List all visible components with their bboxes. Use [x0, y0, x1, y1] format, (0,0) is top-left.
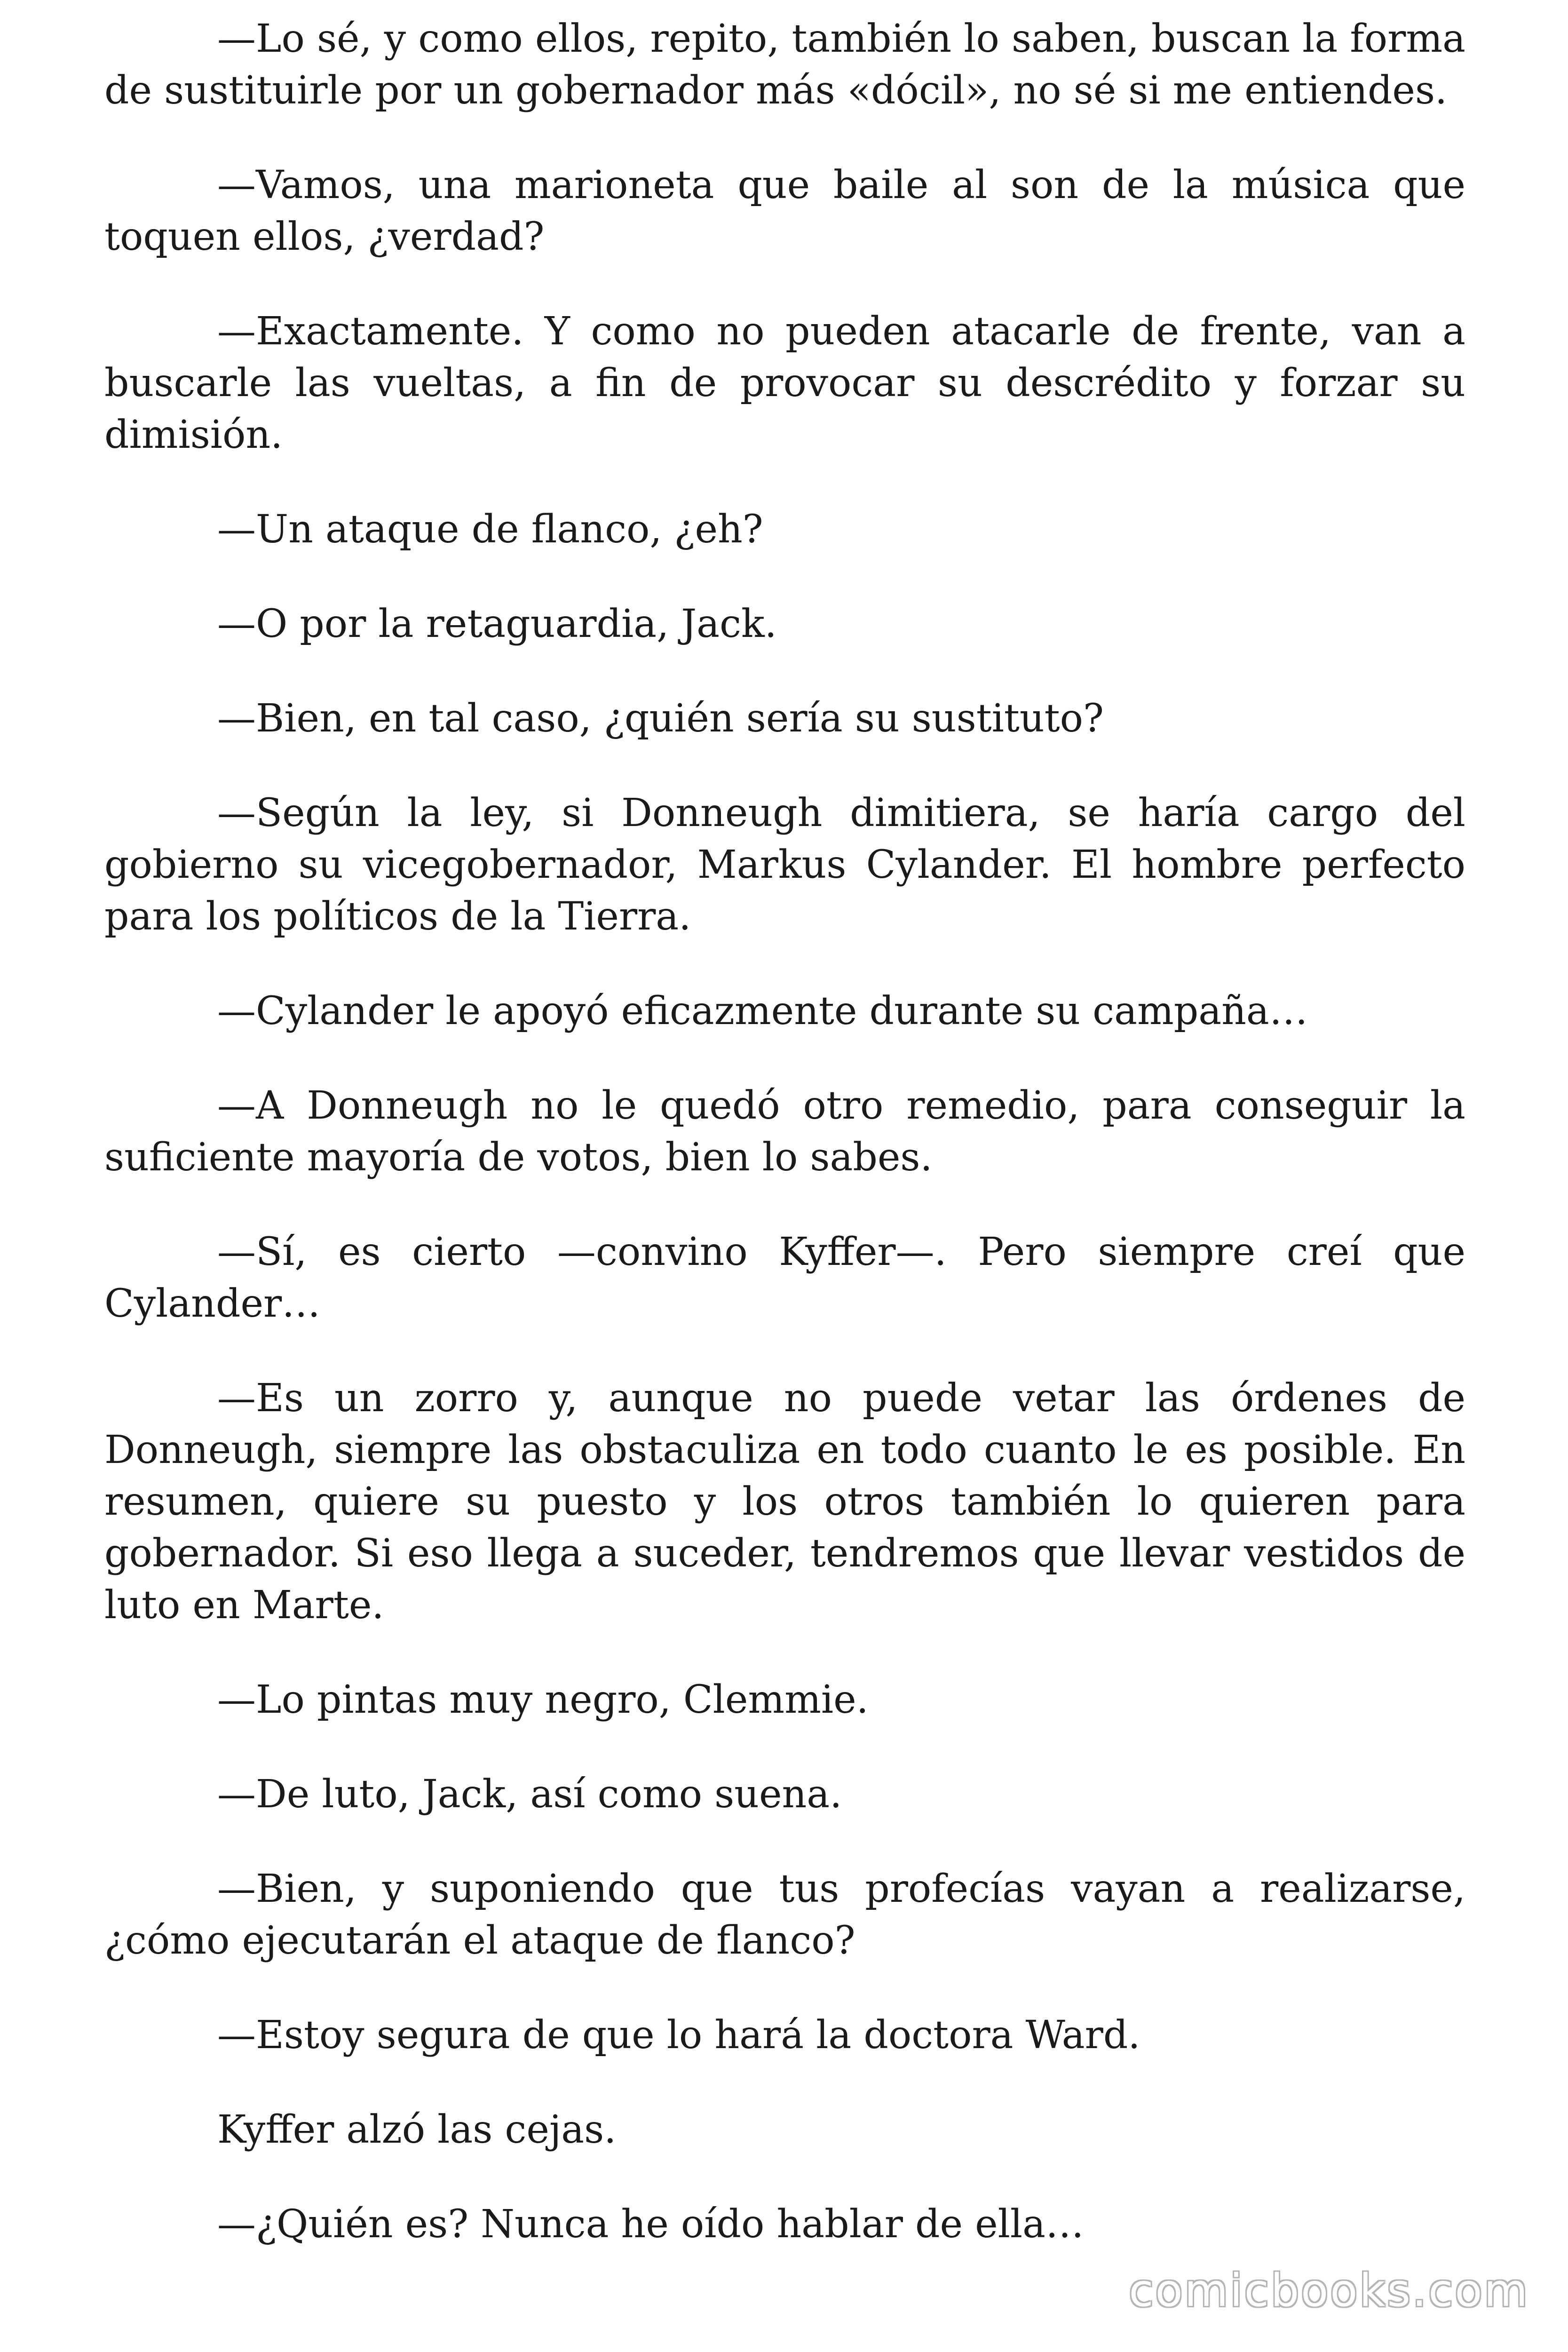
page-text [104, 13, 1465, 2250]
paragraph: —Un ataque de flanco, ¿eh? [217, 507, 763, 552]
watermark: comicbooks.com [1129, 2265, 1529, 2317]
paragraph: —Exactamente. Y como no pueden atacarle de frente, van a buscarle las vueltas, a fin de provocar su descrédito y forzar su dimisión. [104, 309, 1465, 457]
paragraph: —Es un zorro y, aunque no puede vetar las órdenes de Donneugh, siempre las obstaculiza en todo cuanto le es posible. En resumen, quiere su puesto y los otros también lo quieren para gobernador. Si eso llega a suceder, tendremos que llevar vestidos de luto en Marte. [104, 1376, 1465, 1628]
paragraph: —Sí, es cierto —convino Kyffer—. Pero siempre creí que Cylander… [104, 1230, 1465, 1326]
paragraph: —Cylander le apoyó eficazmente durante su campaña… [217, 989, 1308, 1033]
paragraph: —De luto, Jack, así como suena. [217, 1772, 842, 1817]
paragraph: —Estoy segura de que lo hará la doctora Ward. [217, 2013, 1140, 2058]
paragraph: Kyffer alzó las cejas. [217, 2107, 617, 2152]
paragraph: —¿Quién es? Nunca he oído hablar de ella… [217, 2202, 1084, 2247]
paragraph: —A Donneugh no le quedó otro remedio, para conseguir la suficiente mayoría de votos, bien lo sabes. [104, 1083, 1465, 1180]
paragraph: —Lo sé, y como ellos, repito, también lo saben, buscan la forma de sustituirle por un gobernador más «dócil», no sé si me entiendes. [104, 16, 1465, 113]
paragraph: —Bien, en tal caso, ¿quién sería su sustituto? [217, 696, 1104, 741]
paragraph: —Bien, y suponiendo que tus profecías vayan a realizarse, ¿cómo ejecutarán el ataque de flanco? [104, 1867, 1465, 1963]
paragraph: —Según la ley, si Donneugh dimitiera, se haría cargo del gobierno su vicegobernador, Markus Cylander. El hombre perfecto para los políticos de la Tierra. [104, 791, 1465, 939]
paragraph: —O por la retaguardia, Jack. [217, 602, 777, 646]
paragraph: —Lo pintas muy negro, Clemmie. [217, 1677, 869, 1722]
paragraph: —Vamos, una marioneta que baile al son de la música que toquen ellos, ¿verdad? [104, 163, 1465, 259]
